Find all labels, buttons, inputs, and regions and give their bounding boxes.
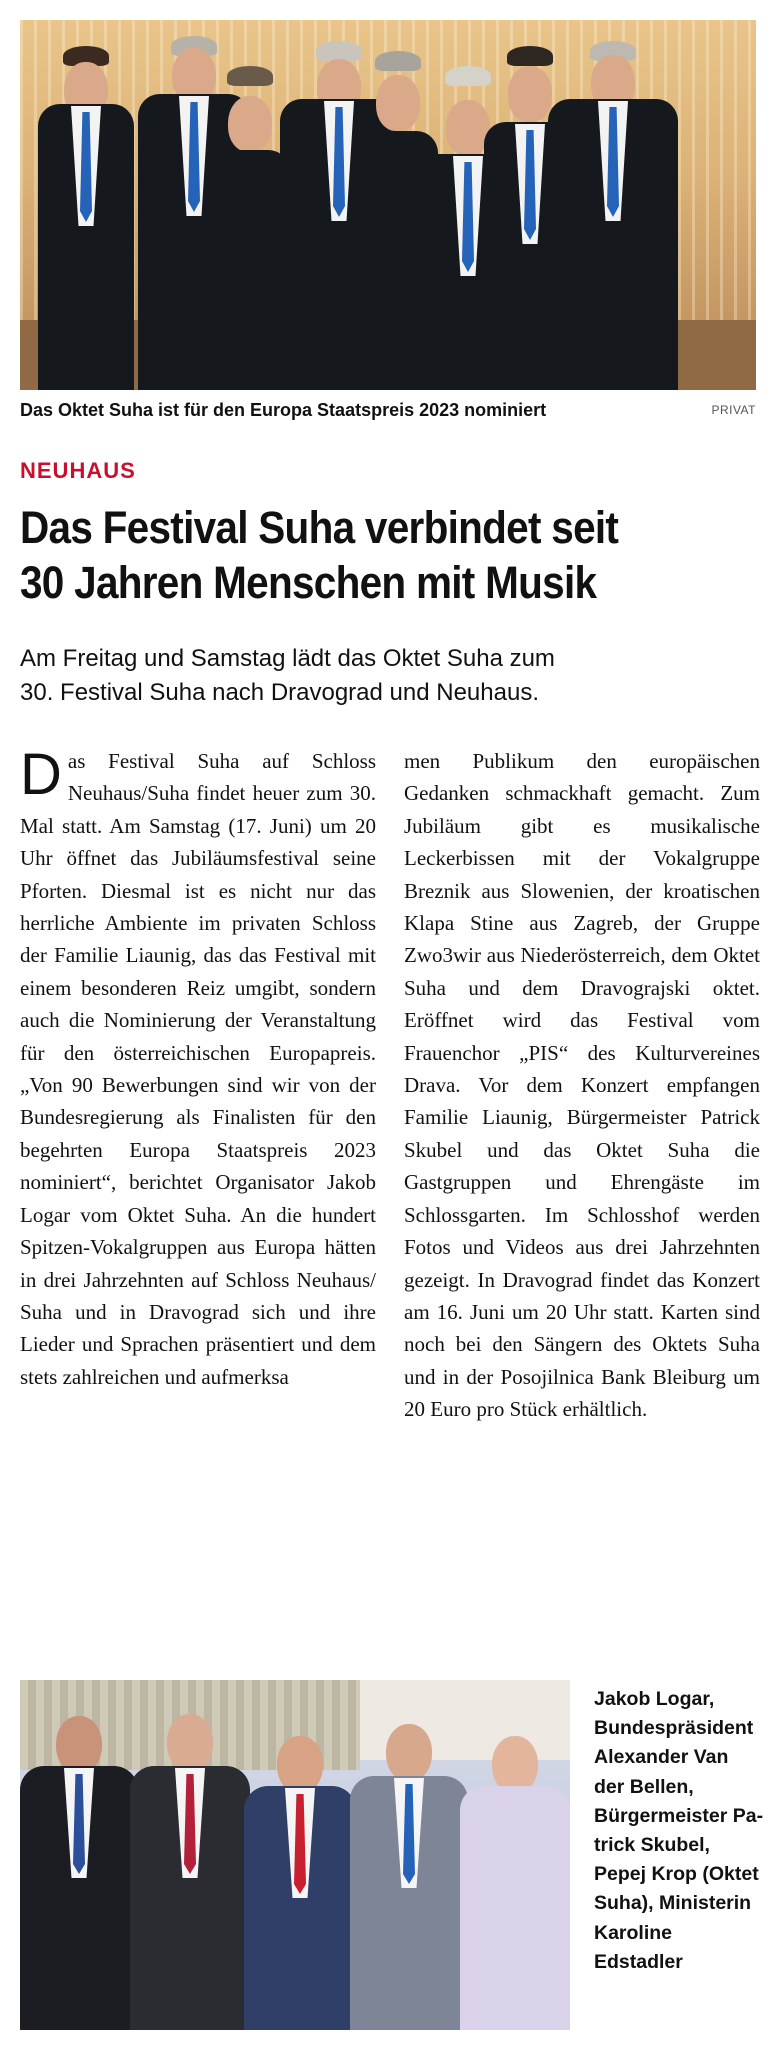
- bottom-photo-caption: Jakob Logar, Bundespräsident Alexander Van der Bellen, Bürgermeister Patrick Skubel, Pepej Krop (Oktet Suha), Ministerin Karoline Edstadler: [594, 1688, 764, 1973]
- caption-text: Das Oktet Suha ist für den Europa Staatspreis 2023 nominiert: [20, 400, 547, 420]
- column-text: men Publikum den europäischen Gedanken schmackhaft gemacht. Zum Jubiläum gibt es musikalische Leckerbissen mit der Vokalgruppe Breznik aus Slowenien, der kroatischen Klapa Stine aus Zagreb, der Gruppe Zwo3wir aus Niederösterreich, dem Oktet Suha und dem Dravograjski oktet. Eröffnet wird das Festival vom Frauenchor „PIS“ des Kulturvereines Drava. Vor dem Konzert empfangen Familie Liaunig, Bürgermeister Patrick Skubel und das Oktet Suha die Gastgruppen und Ehrengäste im Schlossgarten. Im Schlosshof werden Fotos und Videos aus drei Jahrzehnten gezeigt. In Dravograd findet das Konzert am 16. Juni um 20 Uhr statt. Karten sind noch bei den Sängern des Oktets Suha und in der Posojilnica Bank Bleiburg um 20 Euro pro Stück erhältlich.: [404, 749, 760, 1422]
- singer-figure: [38, 50, 134, 390]
- article-headline: [20, 500, 758, 610]
- article-column-2: [404, 745, 760, 1426]
- dropcap: D: [20, 742, 62, 807]
- column-text: as Festival Suha auf Schloss Neuhaus/Suha findet heuer zum 30. Mal statt. Am Samstag (17. Juni) um 20 Uhr öffnet das Jubiläumsfestival seine Pforten. Diesmal ist es nicht nur das herrliche Ambiente im privaten Schloss der Familie Liaunig, das das Festival mit einem besonderen Reiz umgibt, sondern auch die Nominierung der Veranstaltung für den österreichischen Europapreis. „Von 90 Bewerbungen sind wir von der Bundesregierung als Finalisten für den begehrten Europa Staatspreis 2023 nominiert“, berichtet Organisator Jakob Logar vom Oktet Suha. An die hundert Spitzen-Vokalgruppen aus Europa hätten in drei Jahrzehnten auf Schloss Neuhaus/ Suha und in Dravograd sich und ihre Lieder und Sprachen präsentiert und dem stets zahlreichen und aufmerksa: [20, 749, 376, 1389]
- person-figure: [350, 1720, 468, 2030]
- subline-line: Am Freitag und Samstag lädt das Oktet Suha zum: [20, 645, 555, 672]
- person-figure: [460, 1730, 570, 2030]
- bottom-photo: [20, 1680, 570, 2030]
- photo-credit: PRIVAT: [711, 403, 756, 417]
- article-column-1: [20, 742, 376, 1393]
- person-figure: [20, 1710, 138, 2030]
- headline-line: 30 Jahren Menschen mit Musik: [20, 557, 597, 608]
- singer-figure: [210, 70, 290, 390]
- singer-figure: [548, 45, 678, 390]
- top-photo-caption: [20, 400, 756, 424]
- subline-line: 30. Festival Suha nach Dravograd und Neuhaus.: [20, 679, 539, 706]
- article-subline: [20, 642, 756, 710]
- article-kicker: NEUHAUS: [20, 458, 136, 483]
- person-figure: [130, 1710, 250, 2030]
- headline-line: Das Festival Suha verbindet seit: [20, 502, 619, 553]
- person-figure: [244, 1730, 356, 2030]
- top-photo: [20, 20, 756, 390]
